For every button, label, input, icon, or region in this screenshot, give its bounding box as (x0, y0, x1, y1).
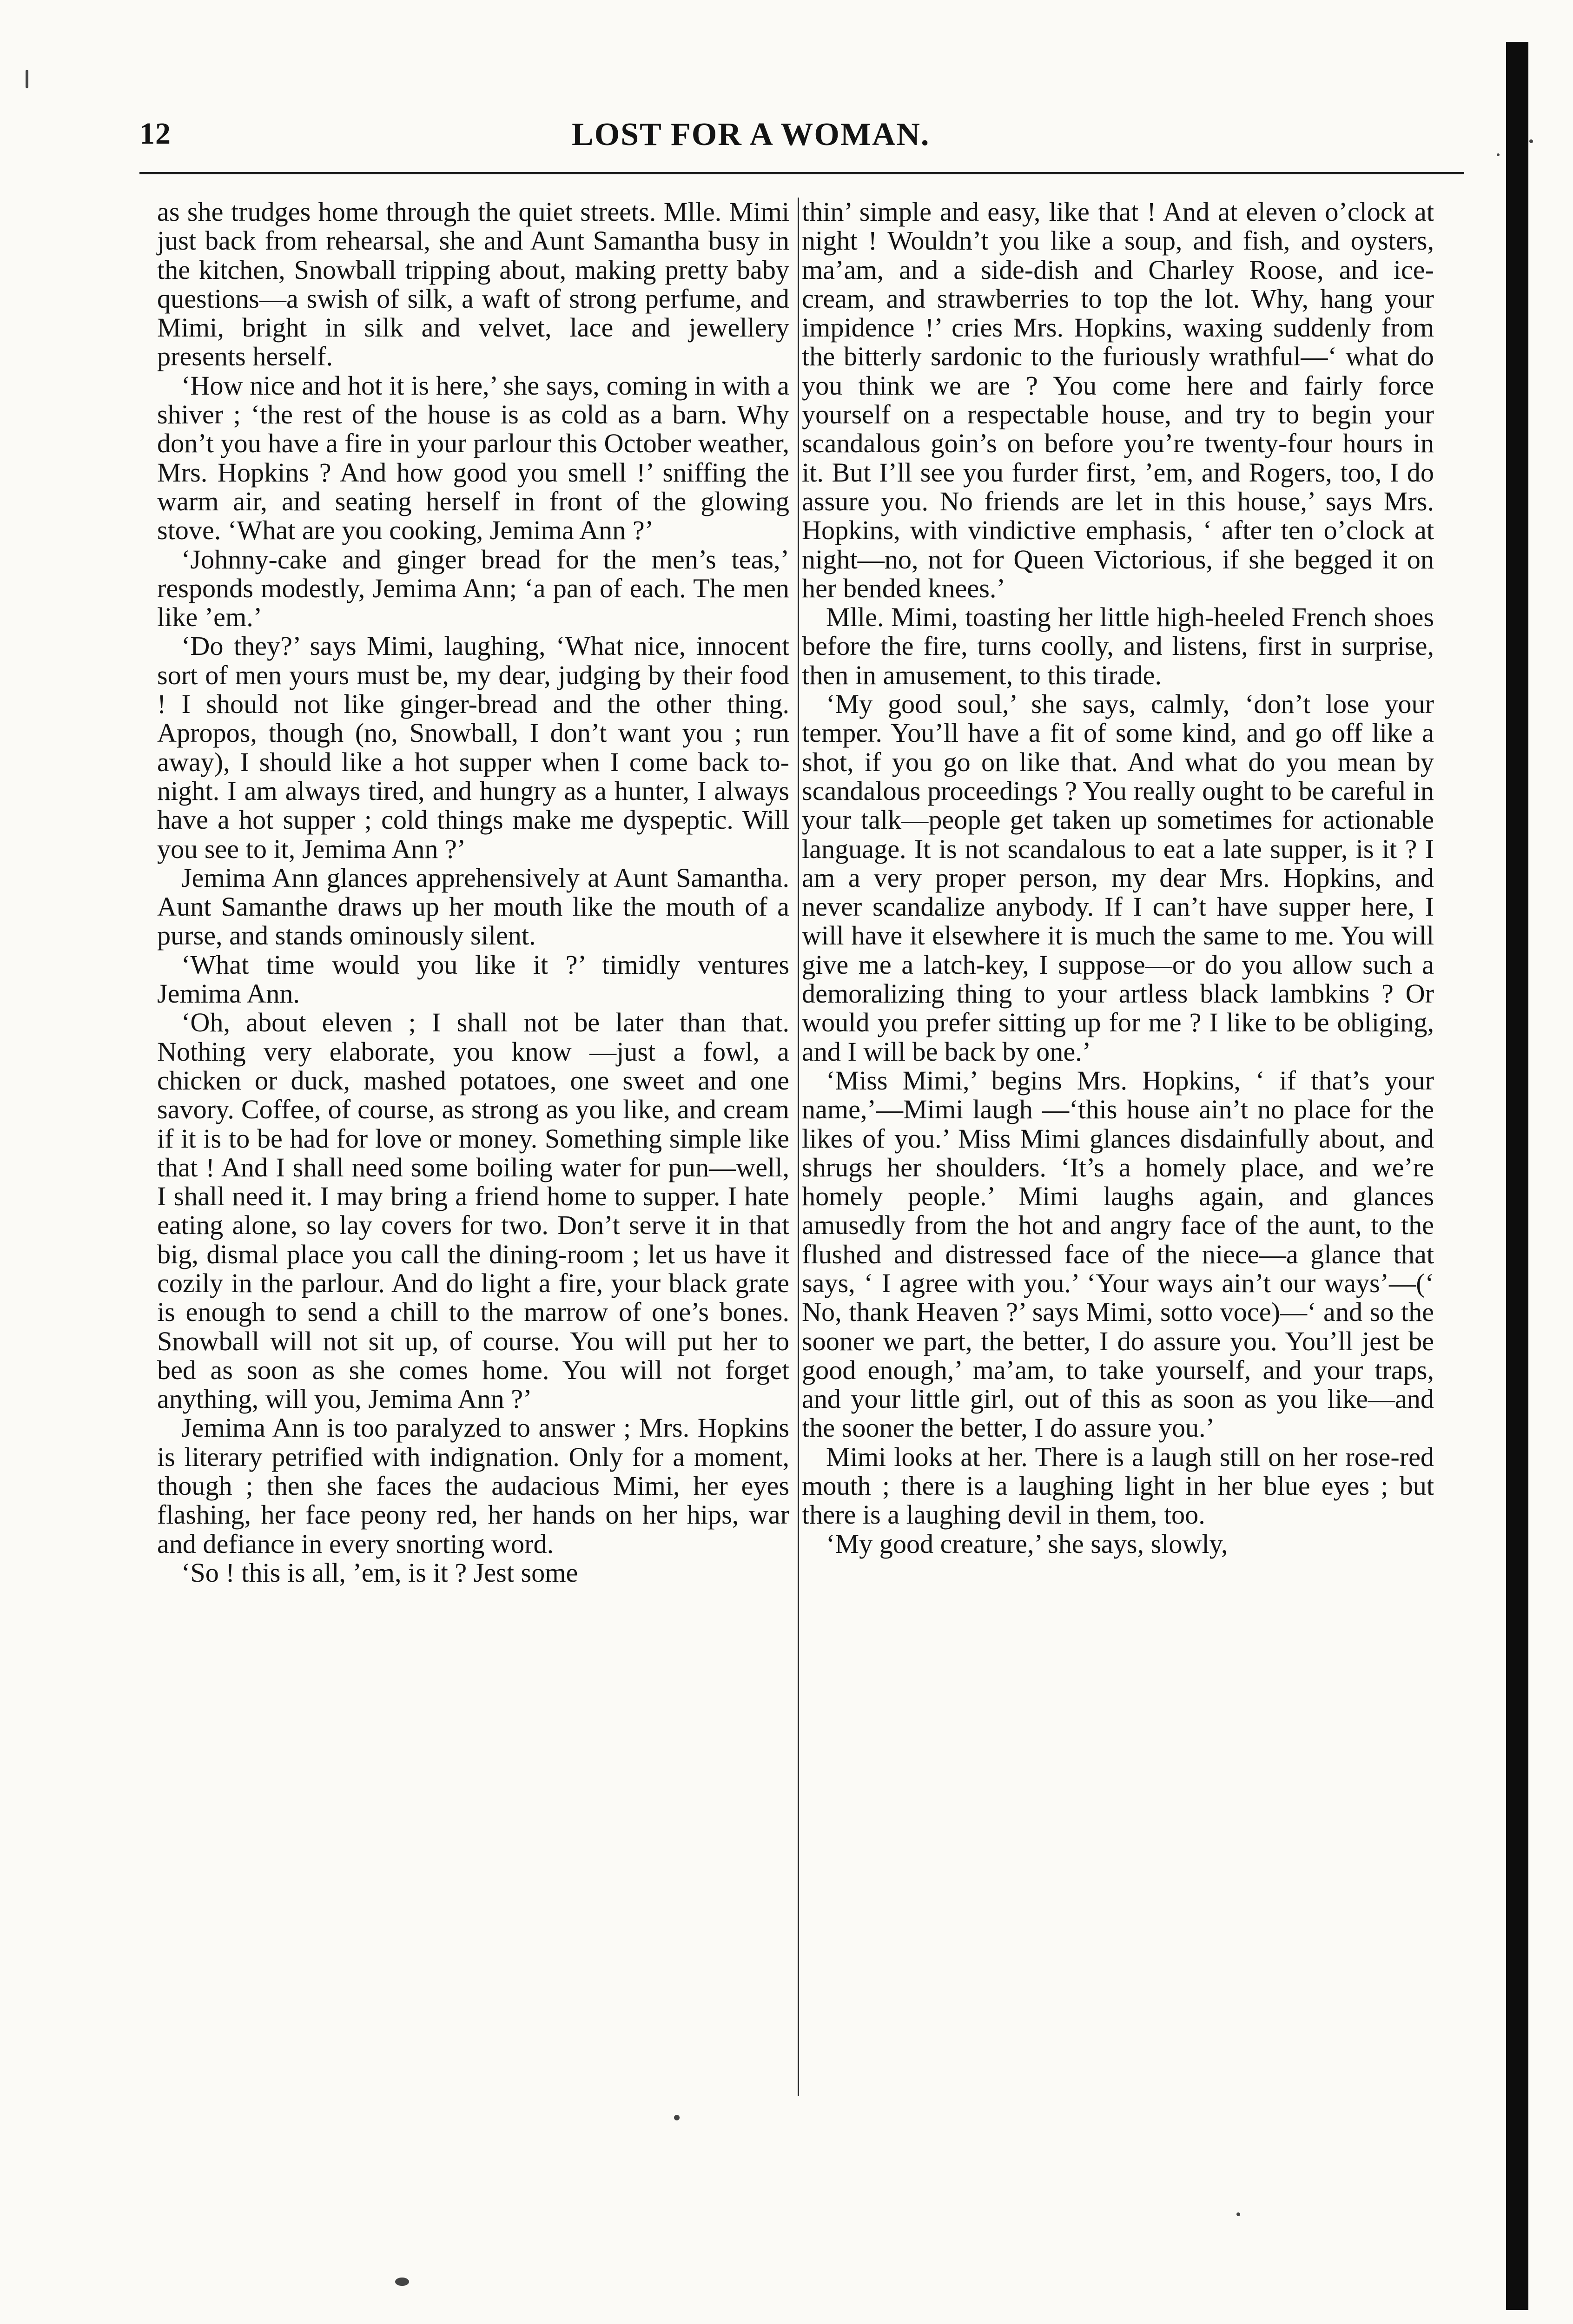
paragraph: as she trudges home through the quiet streets. Mlle. Mimi just back from rehearsal, she and Aunt Samantha busy in the kitchen, Snowball tripping about, making pretty baby questions—a swish of silk, a waft of strong perfume, and Mimi, bright in silk and velvet, lace and jewellery presents herself. (157, 197, 789, 372)
running-title: LOST FOR A WOMAN. (572, 117, 930, 152)
binding-edge (1506, 42, 1528, 2310)
paragraph: Mimi looks at her. There is a laugh still on her rose-red mouth ; there is a laughing light in her blue eyes ; but there is a laughing devil in them, too. (802, 1441, 1434, 1530)
paragraph: thin’ simple and easy, like that ! And at eleven o’clock at night ! Wouldn’t you like a soup, and fish, and oysters, ma’am, and a side-dish and Charley Roose, and ice-cream, and strawberries to top the lot. Why, hang your impidence !’ cries Mrs. Hopkins, waxing suddenly from the bitterly sardonic to the furiously wrathful—‘ what do you think we are ? You come here and fairly force yourself on a respectable house, and try to begin your scandalous goin’s on before you’re twenty-four hours in it. But I’ll see you furder first, ’em, and Rogers, too, I do assure you. No friends are let in this house,’ says Mrs. Hopkins, with vindictive emphasis, ‘ after ten o’clock at night—no, not for Queen Victorious, if she begged it on her bended knees.’ (802, 197, 1434, 603)
paragraph: ‘My good soul,’ she says, calmly, ‘don’t lose your temper. You’ll have a fit of some kind, and go off like a shot, if you go on like that. And what do you mean by scandalous proceedings ? You really ought to be careful in your talk—people get taken up sometimes for actionable language. It is not scandalous to eat a late supper, is it ? I am a very proper person, my dear Mrs. Hopkins, and never scandalize anybody. If I can’t have supper here, I will have it elsewhere it is much the same to me. You will give me a latch-key, I suppose—or do you allow such a demoralizing thing to your artless black lambkins ? Or would you prefer sitting up for me ? I like to be obliging, and I will be back by one.’ (802, 689, 1434, 1067)
paragraph: ‘Oh, about eleven ; I shall not be later than that. Nothing very elaborate, you know —just a fowl, a chicken or duck, mashed potatoes, one sweet and one savory. Coffee, of course, as strong as you like, and cream if it is to be had for love or money. Something simple like that ! And I shall need some boiling water for pun—well, I shall need it. I may bring a friend home to supper. I hate eating alone, so lay covers for two. Don’t serve it in that big, dismal place you call the dining-room ; let us have it cozily in the parlour. And do light a fire, your black grate is enough to send a chill to the marrow of one’s bones. Snowball will not sit up, of course. You will put her to bed as soon as she comes home. You will not forget anything, will you, Jemima Ann ?’ (157, 1007, 789, 1414)
paragraph: ‘So ! this is all, ’em, is it ? Jest some (181, 1557, 578, 1588)
paragraph: ‘My good creature,’ she says, slowly, (826, 1528, 1228, 1559)
column-divider (798, 198, 799, 2096)
right-column (802, 198, 1434, 1558)
header-rule (139, 172, 1464, 174)
print-speck (674, 2115, 680, 2120)
left-column (157, 198, 789, 1587)
paragraph: Mlle. Mimi, toasting her little high-heeled French shoes before the fire, turns coolly, and listens, first in surprise, then in amusement, to this tirade. (802, 602, 1434, 690)
paragraph: ‘Johnny-cake and ginger bread for the men’s teas,’ responds modestly, Jemima Ann; ‘a pan of each. The men like ’em.’ (157, 544, 789, 633)
paragraph: Jemima Ann is too paralyzed to answer ; Mrs. Hopkins is literary petrified with indignation. Only for a moment, though ; then she faces the audacious Mimi, her eyes flashing, her face peony red, her hands on her hips, war and defiance in every snorting word. (157, 1413, 789, 1559)
paragraph: ‘What time would you like it ?’ timidly ventures Jemima Ann. (157, 949, 789, 1009)
print-speck (1236, 2212, 1240, 2216)
paragraph: ‘Miss Mimi,’ begins Mrs. Hopkins, ‘ if that’s your name,’—Mimi laugh —‘this house ain’t no place for the likes of you.’ Miss Mimi glances disdainfully about, and shrugs her shoulders. ‘It’s a homely place, and we’re homely people.’ Mimi laughs again, and glances amusedly from the hot and angry face of the aunt, to the flushed and distressed face of the niece—a glance that says, ‘ I agree with you.’ ‘Your ways ain’t our ways’—(‘ No, thank Heaven ?’ says Mimi, sotto voce)—‘ and so the sooner we part, the better, I do assure you. You’ll jest be good enough,’ ma’am, to take yourself, and your traps, and your little girl, out of this as soon as you like—and the sooner the better, I do assure you.’ (802, 1065, 1434, 1443)
paragraph: Jemima Ann glances apprehensively at Aunt Samantha. Aunt Samanthe draws up her mouth like the mouth of a purse, and stands ominously silent. (157, 862, 789, 951)
print-speck (26, 70, 28, 88)
page-number: 12 (139, 117, 171, 151)
print-speck (395, 2278, 409, 2286)
print-speck (1529, 139, 1533, 143)
print-speck (1497, 153, 1500, 156)
paragraph: ‘Do they?’ says Mimi, laughing, ‘What nice, innocent sort of men yours must be, my dear, judging by their food ! I should not like ginger-bread and the other thing. Apropos, though (no, Snowball, I don’t want you ; run away), I should like a hot supper when I come back to-night. I am always tired, and hungry as a hunter, I always have a hot supper ; cold things make me dyspeptic. Will you see to it, Jemima Ann ?’ (157, 631, 789, 864)
paragraph: ‘How nice and hot it is here,’ she says, coming in with a shiver ; ‘the rest of the house is as cold as a barn. Why don’t you have a fire in your parlour this October weather, Mrs. Hopkins ? And how good you smell !’ sniffing the warm air, and seating herself in front of the glowing stove. ‘What are you cooking, Jemima Ann ?’ (157, 370, 789, 546)
